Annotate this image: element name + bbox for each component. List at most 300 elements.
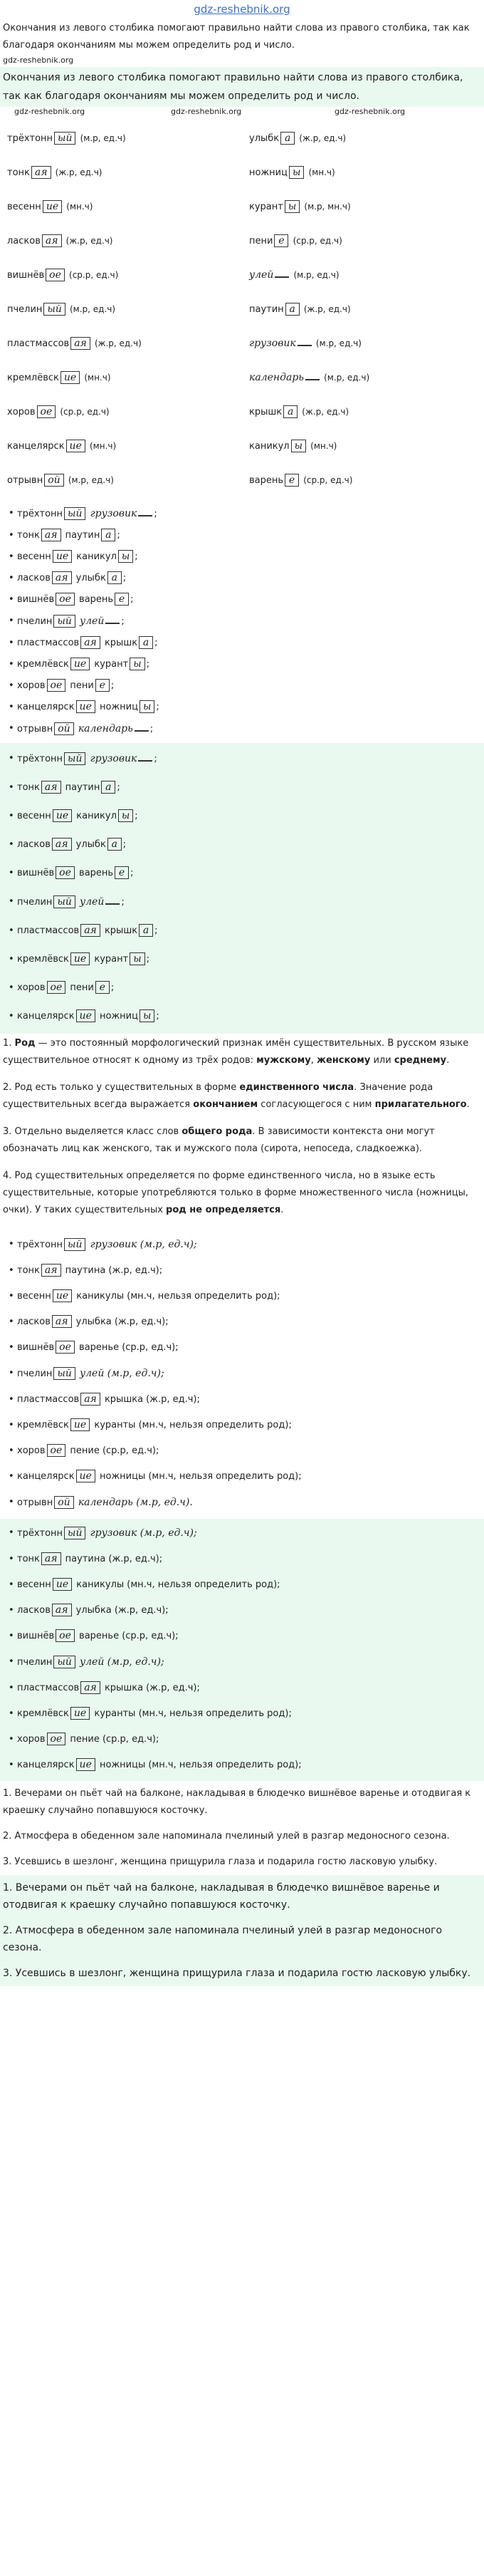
ending-box bbox=[105, 903, 120, 905]
word-table-row bbox=[0, 429, 484, 463]
noun-description: пение (ср.р, ед.ч); bbox=[70, 1445, 159, 1456]
grammar-item bbox=[17, 1490, 484, 1516]
theory-paragraph bbox=[3, 1079, 481, 1113]
ending-box: е bbox=[115, 593, 129, 606]
grammar-label: (м.р, ед.ч) bbox=[293, 269, 340, 280]
pair-item: • вишнёв ое варень е ; bbox=[17, 859, 484, 888]
word-stem: канцелярск bbox=[7, 440, 65, 452]
adjective-stem: пластмассов bbox=[17, 1683, 80, 1693]
theory-term: среднему bbox=[394, 1055, 447, 1066]
theory-term: общего рода bbox=[182, 1126, 253, 1137]
ending-box: ие bbox=[76, 1470, 95, 1482]
noun-stem: пени bbox=[70, 982, 94, 993]
word-stem: пластмассов bbox=[7, 338, 70, 349]
noun-description: ножницы (мн.ч, нельзя определить род); bbox=[100, 1760, 302, 1770]
word-stem: каникул bbox=[249, 440, 290, 452]
ending-box: ы bbox=[130, 658, 144, 670]
pair-item: • отрывн ой календарь ; bbox=[17, 718, 484, 740]
theory-text: . bbox=[466, 1099, 470, 1110]
watermark-row bbox=[0, 107, 484, 118]
noun-description: варенье (ср.р, ед.ч); bbox=[79, 1631, 179, 1641]
word-cell-right bbox=[242, 463, 484, 497]
watermark: gdz-reshebnik.org bbox=[14, 107, 85, 116]
pair-item: • кремлёвск ие курант ы ; bbox=[17, 945, 484, 974]
ending-box bbox=[138, 515, 152, 516]
adjective-stem: ласков bbox=[17, 1605, 51, 1616]
adjective-stem: пчелин bbox=[17, 1368, 53, 1379]
ending-box: а bbox=[283, 405, 298, 418]
pair-item: • трёхтонн ый грузовик ; bbox=[17, 744, 484, 774]
pair-item: • пластмассов ая крышк а ; bbox=[17, 917, 484, 945]
word-stem: ласков bbox=[7, 235, 41, 246]
ending-box: ый bbox=[53, 615, 75, 628]
grammar-item bbox=[17, 1335, 484, 1361]
watermark: gdz-reshebnik.org bbox=[3, 56, 74, 65]
ending-box: ый bbox=[53, 1656, 75, 1668]
word-cell-left bbox=[0, 360, 242, 395]
pair-item: • ласков ая улыбк а ; bbox=[17, 831, 484, 859]
ending-box: ы bbox=[130, 952, 144, 965]
ending-box: а bbox=[101, 529, 115, 541]
noun-stem: ножниц bbox=[100, 1011, 138, 1022]
ending-box: ие bbox=[43, 200, 62, 213]
adjective-stem: пчелин bbox=[17, 616, 53, 627]
watermark: gdz-reshebnik.org bbox=[171, 107, 242, 116]
sentence: 1. Вечерами он пьёт чай на балконе, накладывая в блюдечко вишнёвое варенье и отодвигая к краешку случайно попавшуюся косточку. bbox=[3, 1788, 471, 1816]
noun-stem: грузовик bbox=[90, 508, 137, 519]
theory-text: . Значение рода существительных всегда выражается bbox=[3, 1082, 433, 1110]
ending-box: ие bbox=[70, 1418, 90, 1431]
ending-box: ое bbox=[47, 1733, 66, 1745]
noun-description: грузовик (м.р, ед.ч); bbox=[90, 1239, 197, 1250]
pair-item: • канцелярск ие ножниц ы ; bbox=[17, 1002, 484, 1031]
word-table-row bbox=[0, 189, 484, 224]
pair-item: • тонк ая паутин а ; bbox=[17, 774, 484, 802]
word-cell-left bbox=[0, 326, 242, 360]
ending-box: е bbox=[95, 679, 110, 692]
ending-box: ие bbox=[66, 440, 85, 452]
grammar-item bbox=[17, 1258, 484, 1284]
site-header bbox=[0, 0, 484, 19]
noun-stem: каникул bbox=[76, 811, 117, 821]
theory-term: род не определяется bbox=[166, 1205, 281, 1215]
grammar-label: (м.р, ед.ч) bbox=[70, 303, 116, 314]
site-title-link[interactable]: gdz-reshebnik.org bbox=[194, 3, 290, 16]
word-table bbox=[0, 121, 484, 497]
ending-box: ы bbox=[118, 550, 133, 563]
ending-box: ое bbox=[56, 1341, 75, 1354]
ending-box: ие bbox=[76, 1758, 95, 1771]
ending-box: а bbox=[139, 636, 153, 649]
pair-item: • ласков ая улыбк а ; bbox=[17, 568, 484, 589]
grammar-item bbox=[17, 1413, 484, 1438]
ending-box: ой bbox=[54, 1496, 73, 1509]
grammar-label: (ср.р, ед.ч) bbox=[60, 406, 110, 417]
theory-term: окончанием bbox=[193, 1099, 258, 1110]
word-stem: паутин bbox=[249, 303, 284, 315]
noun-description: куранты (мн.ч, нельзя определить род); bbox=[94, 1708, 292, 1719]
noun-stem: варень bbox=[79, 868, 114, 878]
noun-stem: улыбк bbox=[75, 839, 106, 850]
word-cell-left bbox=[0, 463, 242, 497]
theory-text: или bbox=[370, 1055, 394, 1066]
word-cell-left bbox=[0, 395, 242, 429]
ending-box: ое bbox=[47, 981, 66, 994]
noun-stem: паутин bbox=[65, 782, 100, 793]
ending-box: ая bbox=[41, 781, 61, 794]
word-cell-right bbox=[242, 189, 484, 224]
word-table-row bbox=[0, 463, 484, 497]
pairs-list-plain bbox=[0, 502, 484, 743]
theory-text: . bbox=[280, 1205, 284, 1215]
ending-box: ие bbox=[60, 371, 80, 384]
ending-box: а bbox=[285, 303, 300, 316]
ending-box: ие bbox=[53, 1578, 72, 1591]
grammar-item bbox=[17, 1520, 484, 1547]
adjective-stem: хоров bbox=[17, 680, 46, 691]
adjective-stem: трёхтонн bbox=[17, 754, 63, 764]
word-cell-left bbox=[0, 224, 242, 258]
word-table-row bbox=[0, 395, 484, 429]
ending-box: ая bbox=[80, 636, 100, 649]
word-stem: улей bbox=[249, 269, 274, 281]
grammar-item bbox=[17, 1232, 484, 1258]
watermark-row bbox=[0, 56, 484, 67]
word-stem: календарь bbox=[249, 371, 304, 383]
adjective-stem: тонк bbox=[17, 1265, 40, 1276]
grammar-label: (ж.р, ед.ч) bbox=[303, 303, 351, 314]
sentence: 1. Вечерами он пьёт чай на балконе, накладывая в блюдечко вишнёвое варенье и отодвигая к краешку случайно попавшуюся косточку. bbox=[3, 1882, 440, 1911]
ending-box: ие bbox=[53, 809, 72, 822]
word-cell-left bbox=[0, 292, 242, 326]
word-stem: варень bbox=[249, 474, 284, 486]
noun-description: куранты (мн.ч, нельзя определить род); bbox=[94, 1420, 292, 1430]
word-stem: весенн bbox=[7, 201, 41, 212]
pair-item: • канцелярск ие ножниц ы ; bbox=[17, 697, 484, 718]
noun-description: улыбка (ж.р, ед.ч); bbox=[75, 1605, 169, 1616]
adjective-stem: пластмассов bbox=[17, 638, 80, 648]
ending-box: ое bbox=[47, 679, 66, 692]
grammar-item bbox=[17, 1701, 484, 1727]
adjective-stem: ласков bbox=[17, 839, 51, 850]
grammar-item bbox=[17, 1438, 484, 1464]
ending-box: ое bbox=[56, 593, 75, 606]
adjective-stem: пластмассов bbox=[17, 925, 80, 936]
theory-paragraph bbox=[3, 1168, 481, 1219]
theory-paragraph bbox=[3, 1035, 481, 1069]
ending-box: ие bbox=[53, 1289, 72, 1302]
adjective-stem: отрывн bbox=[17, 1497, 53, 1508]
theory-block bbox=[0, 1034, 484, 1230]
ending-box: ая bbox=[52, 838, 72, 851]
ending-box: ая bbox=[80, 924, 100, 937]
noun-stem: варень bbox=[79, 594, 114, 605]
grammar-label: (ж.р, ед.ч) bbox=[55, 167, 102, 177]
sentence: 2. Атмосфера в обеденном зале напоминала пчелиный улей в разгар медоносного сезона. bbox=[3, 1925, 443, 1953]
word-cell-left bbox=[0, 189, 242, 224]
noun-stem: крышк bbox=[104, 925, 138, 936]
noun-stem: курант bbox=[94, 659, 129, 670]
ending-box: ие bbox=[70, 952, 90, 965]
pair-item: • хоров ое пени е ; bbox=[17, 974, 484, 1002]
watermark: gdz-reshebnik.org bbox=[335, 107, 406, 116]
ending-box: ый bbox=[53, 895, 75, 908]
ending-box bbox=[305, 379, 320, 380]
adjective-stem: тонк bbox=[17, 1554, 40, 1564]
word-stem: трёхтонн bbox=[7, 133, 53, 144]
ending-box: ой bbox=[54, 722, 73, 735]
word-stem: тонк bbox=[7, 167, 30, 178]
grammar-label: (м.р, мн.ч) bbox=[304, 201, 351, 212]
adjective-stem: пчелин bbox=[17, 1657, 53, 1668]
ending-box: а bbox=[101, 781, 115, 794]
word-table-row bbox=[0, 326, 484, 360]
grammar-label: (ж.р, ед.ч) bbox=[299, 133, 347, 143]
adjective-stem: весенн bbox=[17, 1579, 51, 1590]
grammar-item bbox=[17, 1387, 484, 1413]
sentences-plain bbox=[0, 1781, 484, 1875]
noun-description: улей (м.р, ед.ч); bbox=[80, 1656, 164, 1668]
word-table-row bbox=[0, 155, 484, 189]
adjective-stem: пчелин bbox=[17, 897, 53, 908]
noun-description: ножницы (мн.ч, нельзя определить род); bbox=[100, 1471, 302, 1482]
noun-description: календарь (м.р, ед.ч). bbox=[78, 1497, 193, 1508]
pair-item: • трёхтонн ый грузовик ; bbox=[17, 503, 484, 525]
grammar-label: (ср.р, ед.ч) bbox=[303, 474, 353, 485]
word-stem: пчелин bbox=[7, 303, 43, 315]
adjective-stem: пластмассов bbox=[17, 1394, 80, 1405]
word-stem: кремлёвск bbox=[7, 372, 59, 383]
ending-box: ый bbox=[64, 1238, 85, 1251]
adjective-stem: канцелярск bbox=[17, 702, 75, 712]
theory-text: 2. Род есть только у существительных в форме bbox=[3, 1082, 240, 1093]
adjective-stem: отрывн bbox=[17, 724, 53, 734]
ending-box bbox=[138, 760, 152, 762]
grammar-label: (м.р, ед.ч) bbox=[68, 474, 114, 485]
ending-box: ая bbox=[31, 166, 51, 179]
grammar-item bbox=[17, 1309, 484, 1335]
grammar-label: (м.р, ед.ч) bbox=[315, 338, 362, 348]
ending-box: а bbox=[139, 924, 153, 937]
word-cell-right bbox=[242, 258, 484, 292]
noun-description: улыбка (ж.р, ед.ч); bbox=[75, 1316, 169, 1327]
ending-box: ая bbox=[52, 1604, 72, 1616]
adjective-stem: хоров bbox=[17, 1734, 46, 1745]
ending-box: ый bbox=[64, 507, 85, 520]
adjective-stem: тонк bbox=[17, 530, 40, 541]
pair-item: • весенн ие каникул ы ; bbox=[17, 546, 484, 568]
word-cell-right bbox=[242, 326, 484, 360]
grammar-item bbox=[17, 1727, 484, 1752]
grammar-list-highlight bbox=[0, 1519, 484, 1781]
pairs-list-highlight bbox=[0, 743, 484, 1034]
grammar-item bbox=[17, 1649, 484, 1676]
word-cell-right bbox=[242, 224, 484, 258]
theory-text: . bbox=[446, 1055, 450, 1066]
ending-box bbox=[135, 730, 149, 732]
adjective-stem: кремлёвск bbox=[17, 1420, 69, 1430]
task-highlight-block bbox=[0, 67, 484, 107]
noun-stem: каникул bbox=[76, 551, 117, 562]
adjective-stem: весенн bbox=[17, 551, 51, 562]
word-table-row bbox=[0, 258, 484, 292]
noun-description: пение (ср.р, ед.ч); bbox=[70, 1734, 159, 1745]
word-stem: вишнёв bbox=[7, 269, 45, 281]
ending-box: ый bbox=[64, 1527, 85, 1539]
word-stem: крышк bbox=[249, 406, 283, 417]
noun-stem: улыбк bbox=[75, 573, 106, 583]
ending-box: ая bbox=[41, 529, 61, 541]
noun-stem: паутин bbox=[65, 530, 100, 541]
ending-box: ая bbox=[80, 1393, 100, 1406]
adjective-stem: хоров bbox=[17, 1445, 46, 1456]
sentence: 3. Усевшись в шезлонг, женщина прищурила глаза и подарила гостю ласковую улыбку. bbox=[3, 1856, 438, 1867]
noun-description: крышка (ж.р, ед.ч); bbox=[104, 1394, 200, 1405]
pair-item: • пчелин ый улей ; bbox=[17, 611, 484, 633]
pair-item: • вишнёв ое варень е ; bbox=[17, 589, 484, 611]
pairs-highlight-block bbox=[0, 743, 484, 1034]
grammar-label: (ср.р, ед.ч) bbox=[293, 235, 342, 246]
ending-box: ое bbox=[47, 1444, 66, 1457]
grammar-label: (мн.ч) bbox=[84, 372, 111, 383]
pair-item: • весенн ие каникул ы ; bbox=[17, 802, 484, 831]
grammar-label: (мн.ч) bbox=[310, 440, 337, 451]
adjective-stem: вишнёв bbox=[17, 868, 55, 878]
noun-stem: улей bbox=[80, 896, 105, 908]
grammar-label: (ж.р, ед.ч) bbox=[65, 235, 113, 246]
ending-box: ие bbox=[70, 658, 90, 670]
grammar-item bbox=[17, 1547, 484, 1572]
noun-description: крышка (ж.р, ед.ч); bbox=[104, 1683, 200, 1693]
adjective-stem: вишнёв bbox=[17, 594, 55, 605]
grammar-label: (мн.ч) bbox=[66, 201, 93, 212]
word-stem: отрывн bbox=[7, 474, 43, 486]
adjective-stem: весенн bbox=[17, 811, 51, 821]
adjective-stem: трёхтонн bbox=[17, 1240, 63, 1250]
grammar-label: (ж.р, ед.ч) bbox=[94, 338, 142, 348]
ending-box: ая bbox=[42, 234, 62, 247]
ending-box: ой bbox=[44, 474, 63, 487]
noun-stem: грузовик bbox=[90, 753, 137, 764]
grammar-item bbox=[17, 1598, 484, 1624]
theory-text: 3. Отдельно выделяется класс слов bbox=[3, 1126, 182, 1137]
sentence: 2. Атмосфера в обеденном зале напоминала пчелиный улей в разгар медоносного сезона. bbox=[3, 1831, 450, 1842]
word-cell-right bbox=[242, 429, 484, 463]
adjective-stem: хоров bbox=[17, 982, 46, 993]
ending-box: ие bbox=[76, 700, 95, 713]
sentence: 3. Усевшись в шезлонг, женщина прищурила глаза и подарила гостю ласковую улыбку. bbox=[3, 1968, 471, 1979]
ending-box: ы bbox=[289, 166, 304, 179]
pair-item: • тонк ая паутин а ; bbox=[17, 525, 484, 546]
noun-description: варенье (ср.р, ед.ч); bbox=[79, 1342, 179, 1353]
ending-box: ие bbox=[53, 550, 72, 563]
adjective-stem: канцелярск bbox=[17, 1471, 75, 1482]
ending-box: ы bbox=[285, 200, 300, 213]
ending-box: е bbox=[115, 866, 129, 879]
pair-item: • хоров ое пени е ; bbox=[17, 675, 484, 697]
ending-box: ая bbox=[41, 1264, 61, 1277]
word-table-row bbox=[0, 121, 484, 155]
task-text-highlight: Окончания из левого столбика помогают правильно найти слова из правого столбика, так как благодаря окончаниям мы можем определить род и число. bbox=[3, 72, 463, 102]
noun-description: каникулы (мн.ч, нельзя определить род); bbox=[76, 1291, 280, 1302]
pair-item: • кремлёвск ие курант ы ; bbox=[17, 654, 484, 675]
adjective-stem: кремлёвск bbox=[17, 659, 69, 670]
word-cell-left bbox=[0, 258, 242, 292]
grammar-label: (ж.р, ед.ч) bbox=[302, 406, 349, 417]
word-stem: ножниц bbox=[249, 167, 288, 178]
word-stem: улыбк bbox=[249, 133, 280, 144]
ending-box: е bbox=[95, 981, 110, 994]
adjective-stem: трёхтонн bbox=[17, 1528, 63, 1539]
grammar-item bbox=[17, 1676, 484, 1701]
adjective-stem: вишнёв bbox=[17, 1342, 55, 1353]
adjective-stem: кремлёвск bbox=[17, 1708, 69, 1719]
grammar-item bbox=[17, 1361, 484, 1387]
ending-box: а bbox=[107, 571, 122, 584]
adjective-stem: ласков bbox=[17, 1316, 51, 1327]
adjective-stem: канцелярск bbox=[17, 1760, 75, 1770]
ending-box: ая bbox=[41, 1552, 61, 1565]
theory-text: 4. Род существительных определяется по форме единственного числа, но в языке есть существительные, которые употребляются только в форме множественного числа (ножницы, очки). У таких существительных bbox=[3, 1170, 469, 1215]
adjective-stem: кремлёвск bbox=[17, 954, 69, 965]
grammar-item bbox=[17, 1464, 484, 1490]
word-cell-left bbox=[0, 155, 242, 189]
grammar-label: (мн.ч) bbox=[90, 440, 117, 451]
word-stem: курант bbox=[249, 201, 283, 212]
theory-term: прилагательного bbox=[374, 1099, 467, 1110]
ending-box: ый bbox=[64, 752, 85, 765]
ending-box: ое bbox=[56, 1629, 75, 1642]
word-cell-right bbox=[242, 395, 484, 429]
ending-box: е bbox=[285, 474, 299, 487]
word-stem: хоров bbox=[7, 406, 36, 417]
word-table-row bbox=[0, 292, 484, 326]
grammar-item bbox=[17, 1624, 484, 1649]
theory-text: 1. bbox=[3, 1038, 15, 1049]
ending-box bbox=[275, 276, 289, 278]
word-stem: грузовик bbox=[249, 337, 296, 349]
noun-stem: улей bbox=[80, 616, 105, 627]
theory-term: Род bbox=[14, 1038, 36, 1049]
grammar-list-plain bbox=[0, 1230, 484, 1519]
noun-description: паутина (ж.р, ед.ч); bbox=[65, 1265, 163, 1276]
word-cell-left bbox=[0, 429, 242, 463]
ending-box: ая bbox=[52, 571, 72, 584]
ending-box: ая bbox=[80, 1681, 100, 1694]
theory-term: единственного числа bbox=[239, 1082, 354, 1093]
ending-box: ы bbox=[118, 809, 133, 822]
word-cell-right bbox=[242, 360, 484, 395]
noun-stem: календарь bbox=[78, 723, 133, 734]
ending-box bbox=[298, 345, 312, 346]
ending-box: ый bbox=[43, 303, 65, 316]
pair-item: • пчелин ый улей ; bbox=[17, 888, 484, 917]
grammar-label: (м.р, ед.ч) bbox=[324, 372, 370, 383]
noun-description: паутина (ж.р, ед.ч); bbox=[65, 1554, 163, 1564]
ending-box: ие bbox=[76, 1009, 95, 1022]
word-table-row bbox=[0, 224, 484, 258]
grammar-label: (ср.р, ед.ч) bbox=[69, 269, 119, 280]
ending-box: ие bbox=[70, 1707, 90, 1720]
theory-term: мужскому bbox=[256, 1055, 311, 1066]
word-table-row bbox=[0, 360, 484, 395]
word-cell-left bbox=[0, 121, 242, 155]
sentences-highlight bbox=[0, 1875, 484, 1986]
adjective-stem: весенн bbox=[17, 1291, 51, 1302]
ending-box: ы bbox=[140, 700, 154, 713]
theory-text: — это постоянный морфологический признак имён существительных. В русском языке существительное относят к одному из трёх родов: bbox=[3, 1038, 469, 1066]
ending-box: ы bbox=[140, 1009, 154, 1022]
